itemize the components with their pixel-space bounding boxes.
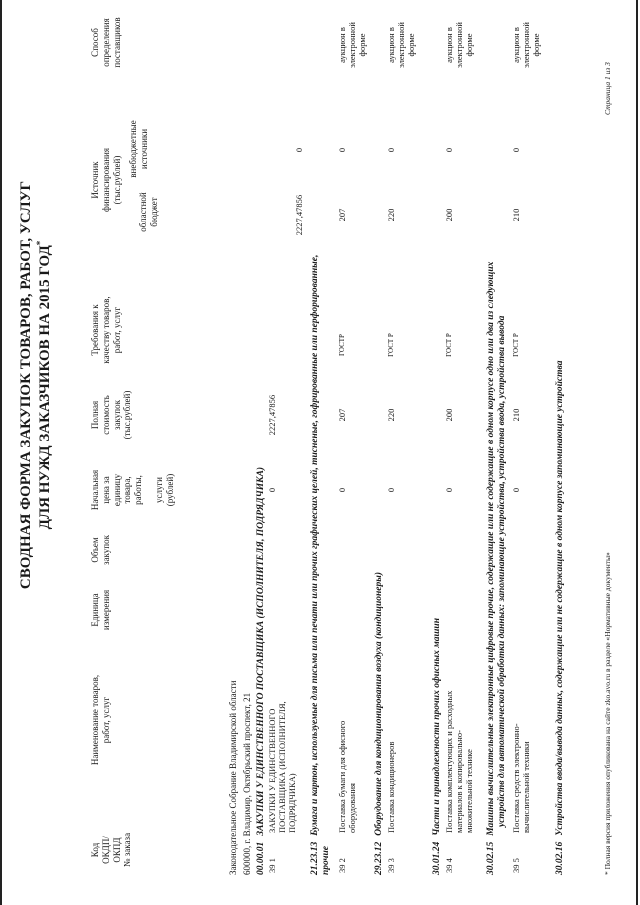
header-volume: Объем закупок xyxy=(90,535,111,565)
row-requirements: ГОСТР xyxy=(338,334,346,356)
row-method: аукцион в электронной форме xyxy=(337,22,367,68)
title-line-1: СВОДНАЯ ФОРМА ЗАКУПОК ТОВАРОВ, РАБОТ, УСЛУГ xyxy=(18,180,34,590)
row-total: 200 xyxy=(444,408,454,422)
header-code: Код ОКДП/ ОКПД № заказа xyxy=(90,832,133,868)
header-total-cost: Полная стоимость закупок (тыс.рублей) xyxy=(90,390,133,440)
header-financing: Источник финансирования (тыс.рублей) xyxy=(90,148,122,212)
row-requirements: ГОСТ Р xyxy=(512,333,520,357)
row-offbudget: 0 xyxy=(337,147,347,153)
row-regional: 220 xyxy=(386,208,396,222)
row-name: ЗАКУПКИ У ЕДИНСТВЕННОГО ПОСТАВЩИКА (ИСПОЛНИТЕЛЯ, ПОДРЯДЧИКА) xyxy=(267,701,297,833)
row-price: 0 xyxy=(337,487,347,493)
row-offbudget: 0 xyxy=(386,147,396,153)
row-method: аукцион в электронной форме xyxy=(511,22,541,68)
title-line-2: ДЛЯ НУЖД ЗАКАЗЧИКОВ НА 2015 ГОД xyxy=(37,245,54,530)
row-number: 39 1 xyxy=(267,858,277,873)
row-number: 39 2 xyxy=(337,858,347,873)
section-heading: 30.02.16Устройства ввода/вывода данных, содержащие или не содержащие в одном корпусе запоминающие устройства xyxy=(555,360,565,875)
row-price: 0 xyxy=(386,487,396,493)
header-method: Способ определения поставщиков xyxy=(90,17,122,68)
row-offbudget: 0 xyxy=(294,147,304,153)
page-number: Страница 1 из 3 xyxy=(603,62,612,115)
row-price: 0 xyxy=(444,487,454,493)
row-number: 39 4 xyxy=(444,858,454,873)
header-requirements: Требования к качеству товаров, работ, услуг xyxy=(90,296,122,364)
document-title xyxy=(18,125,55,645)
section-heading: 29.23.12Оборудование для кондиционирования воздуха (кондиционеры) xyxy=(374,572,384,875)
row-method: аукцион в электронной форме xyxy=(444,22,474,68)
title-footnote-mark: * xyxy=(35,240,46,246)
row-offbudget: 0 xyxy=(444,147,454,153)
row-requirements: ГОСТ Р xyxy=(387,333,395,357)
row-number: 39 5 xyxy=(511,858,521,873)
header-name: Наименование товаров, работ, услуг xyxy=(90,674,111,766)
header-fin-offbudget: внебюджетные источники xyxy=(128,120,149,178)
customer-address: 600000, г. Владимир, Октябрьский проспект, 21 xyxy=(242,692,252,875)
row-total: 2227,47856 xyxy=(267,394,277,436)
section-heading: 30.02.15Машины вычислительные электронные цифровые прочие, содержащие или не содержащие в одном корпусе одно или два из следующих устройств для автоматической обработки данных: запоминающие устройства, устройства ввода, устройства вывода xyxy=(486,261,507,875)
row-requirements: ГОСТ Р xyxy=(445,333,453,357)
row-method: аукцион в электронной форме xyxy=(386,22,416,68)
section-heading: 00.00.01ЗАКУПКИ У ЕДИНСТВЕННОГО ПОСТАВЩИКА (ИСПОЛНИТЕЛЯ, ПОДРЯДЧИКА) xyxy=(256,466,266,875)
row-regional: 210 xyxy=(511,208,521,222)
section-heading: 30.01.24Части и принадлежности прочих офисных машин xyxy=(432,618,442,875)
header-unit: Единица измерения xyxy=(90,589,111,631)
row-offbudget: 0 xyxy=(511,147,521,153)
row-total: 210 xyxy=(511,408,521,422)
row-number: 39 3 xyxy=(386,858,396,873)
footnote: * Полная версия приложения опубликована на сайте zko.avo.ru в разделе «Нормативные документы» xyxy=(603,552,612,875)
header-initial-price: Начальная цена за единицу товара, работы, услуги (рублей) xyxy=(90,469,175,511)
row-price: 0 xyxy=(511,487,521,493)
row-name: Поставка средств электронно- вычислительной техники xyxy=(511,723,531,833)
row-name: Поставка комплектующих и расходных материалов к копировально- множительной технике xyxy=(444,690,474,833)
header-fin-regional: областной бюджет xyxy=(138,192,159,232)
row-regional: 207 xyxy=(337,208,347,222)
row-price: 0 xyxy=(267,487,277,493)
customer-name: Законодательное Собрание Владимирской области xyxy=(228,680,238,875)
row-regional: 2227,47856 xyxy=(294,194,304,236)
row-total: 220 xyxy=(386,408,396,422)
section-heading: 21.23.13Бумага и картон, используемые для письма или печати или прочих графических целей, тисненые, гофрированные или перфорированные, прочие xyxy=(310,254,331,875)
row-name: Поставка кондиционеров xyxy=(386,741,396,833)
row-regional: 200 xyxy=(444,208,454,222)
row-total: 207 xyxy=(337,408,347,422)
row-name: Поставка бумаги для офисного оборудования xyxy=(337,720,357,833)
scan-edge-bottom xyxy=(636,0,638,905)
scan-edge-top xyxy=(0,0,2,905)
